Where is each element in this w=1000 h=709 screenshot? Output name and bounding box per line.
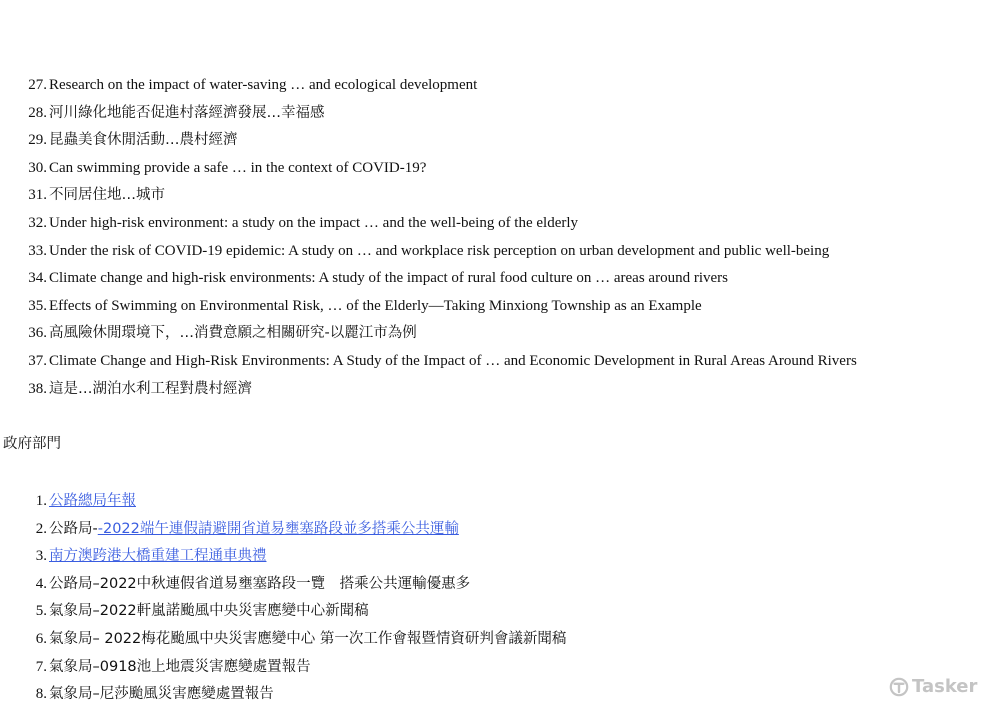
list-number: 3. [35,548,47,565]
tasker-logo-icon [889,677,909,697]
watermark-text: Tasker [912,676,978,697]
list-number: 4. [35,575,47,592]
list-item-text: Under the risk of COVID-19 epidemic: A study on … and workplace risk perception on urban development and public well-being [49,242,830,259]
list-number: 28. [28,104,47,121]
document-link[interactable]: -2022端午連假請避開省道易壅塞路段並多搭乘公共運輸 [97,520,459,537]
list-item-text [49,489,136,513]
list-number: 6. [35,630,47,647]
list-item-text: 公路局–2022中秋連假省道易壅塞路段一覽 搭乘公共運輸優惠多 [49,575,471,592]
item-prefix: 公路局- [49,520,98,537]
list-number: 31. [28,187,47,204]
list-number: 35. [28,297,47,314]
list-number: 7. [35,658,47,675]
list-number: 34. [28,270,47,287]
section-title: 政府部門 [3,436,61,452]
list-item-text: 氣象局–尼莎颱風災害應變處置報告 [49,686,274,703]
list-item-text: Under high-risk environment: a study on the impact … and the well-being of the elderly [49,214,579,231]
watermark [889,676,977,697]
list-item-text [49,517,459,541]
list-item-text: Climate change and high-risk environments: A study of the impact of rural food culture on … areas around rivers [49,270,728,287]
list-item-text: 昆蟲美食休閒活動…農村經濟 [49,132,238,149]
list-number: 27. [28,77,47,93]
list-item-text: Can swimming provide a safe … in the context of COVID-19? [49,159,427,176]
list-number: 2. [35,520,47,537]
list-number: 36. [28,325,47,342]
list-number: 32. [28,214,47,231]
list-item-text: 這是…湖泊水利工程對農村經濟 [49,380,252,397]
list-number: 8. [35,686,47,703]
list-number: 30. [28,159,47,176]
list-number: 29. [28,132,47,149]
list-item-text: Effects of Swimming on Environmental Risk, … of the Elderly—Taking Minxiong Township as an Example [49,297,702,314]
list-item-text: 氣象局– 2022梅花颱風中央災害應變中心 第一次工作會報暨情資研判會議新聞稿 [49,630,567,647]
list-item-text: 河川綠化地能否促進村落經濟發展…幸福感 [49,104,325,121]
list-number: 33. [28,242,47,259]
document-link[interactable]: 南方澳跨港大橋重建工程通車典禮 [49,548,267,565]
list-number: 38. [28,380,47,397]
list-number: 37. [28,352,47,369]
list-item-text: 高風險休閒環境下，…消費意願之相關研究-以麗江市為例 [49,325,417,342]
document-link[interactable]: 公路總局年報 [49,493,136,509]
list-item-text [49,544,267,568]
list-item-text: 不同居住地…城市 [49,187,165,204]
list-item-text: 氣象局–2022軒嵐諾颱風中央災害應變中心新聞稿 [49,603,369,620]
list-number: 1. [35,493,47,509]
list-item-text: 氣象局–0918池上地震災害應變處置報告 [49,658,311,675]
list-number: 5. [35,603,47,620]
list-item-text: Climate Change and High-Risk Environments: A Study of the Impact of … and Economic Development in Rural Areas Around Rivers [49,352,857,369]
list-item-text: Research on the impact of water-saving … and ecological development [49,77,478,93]
